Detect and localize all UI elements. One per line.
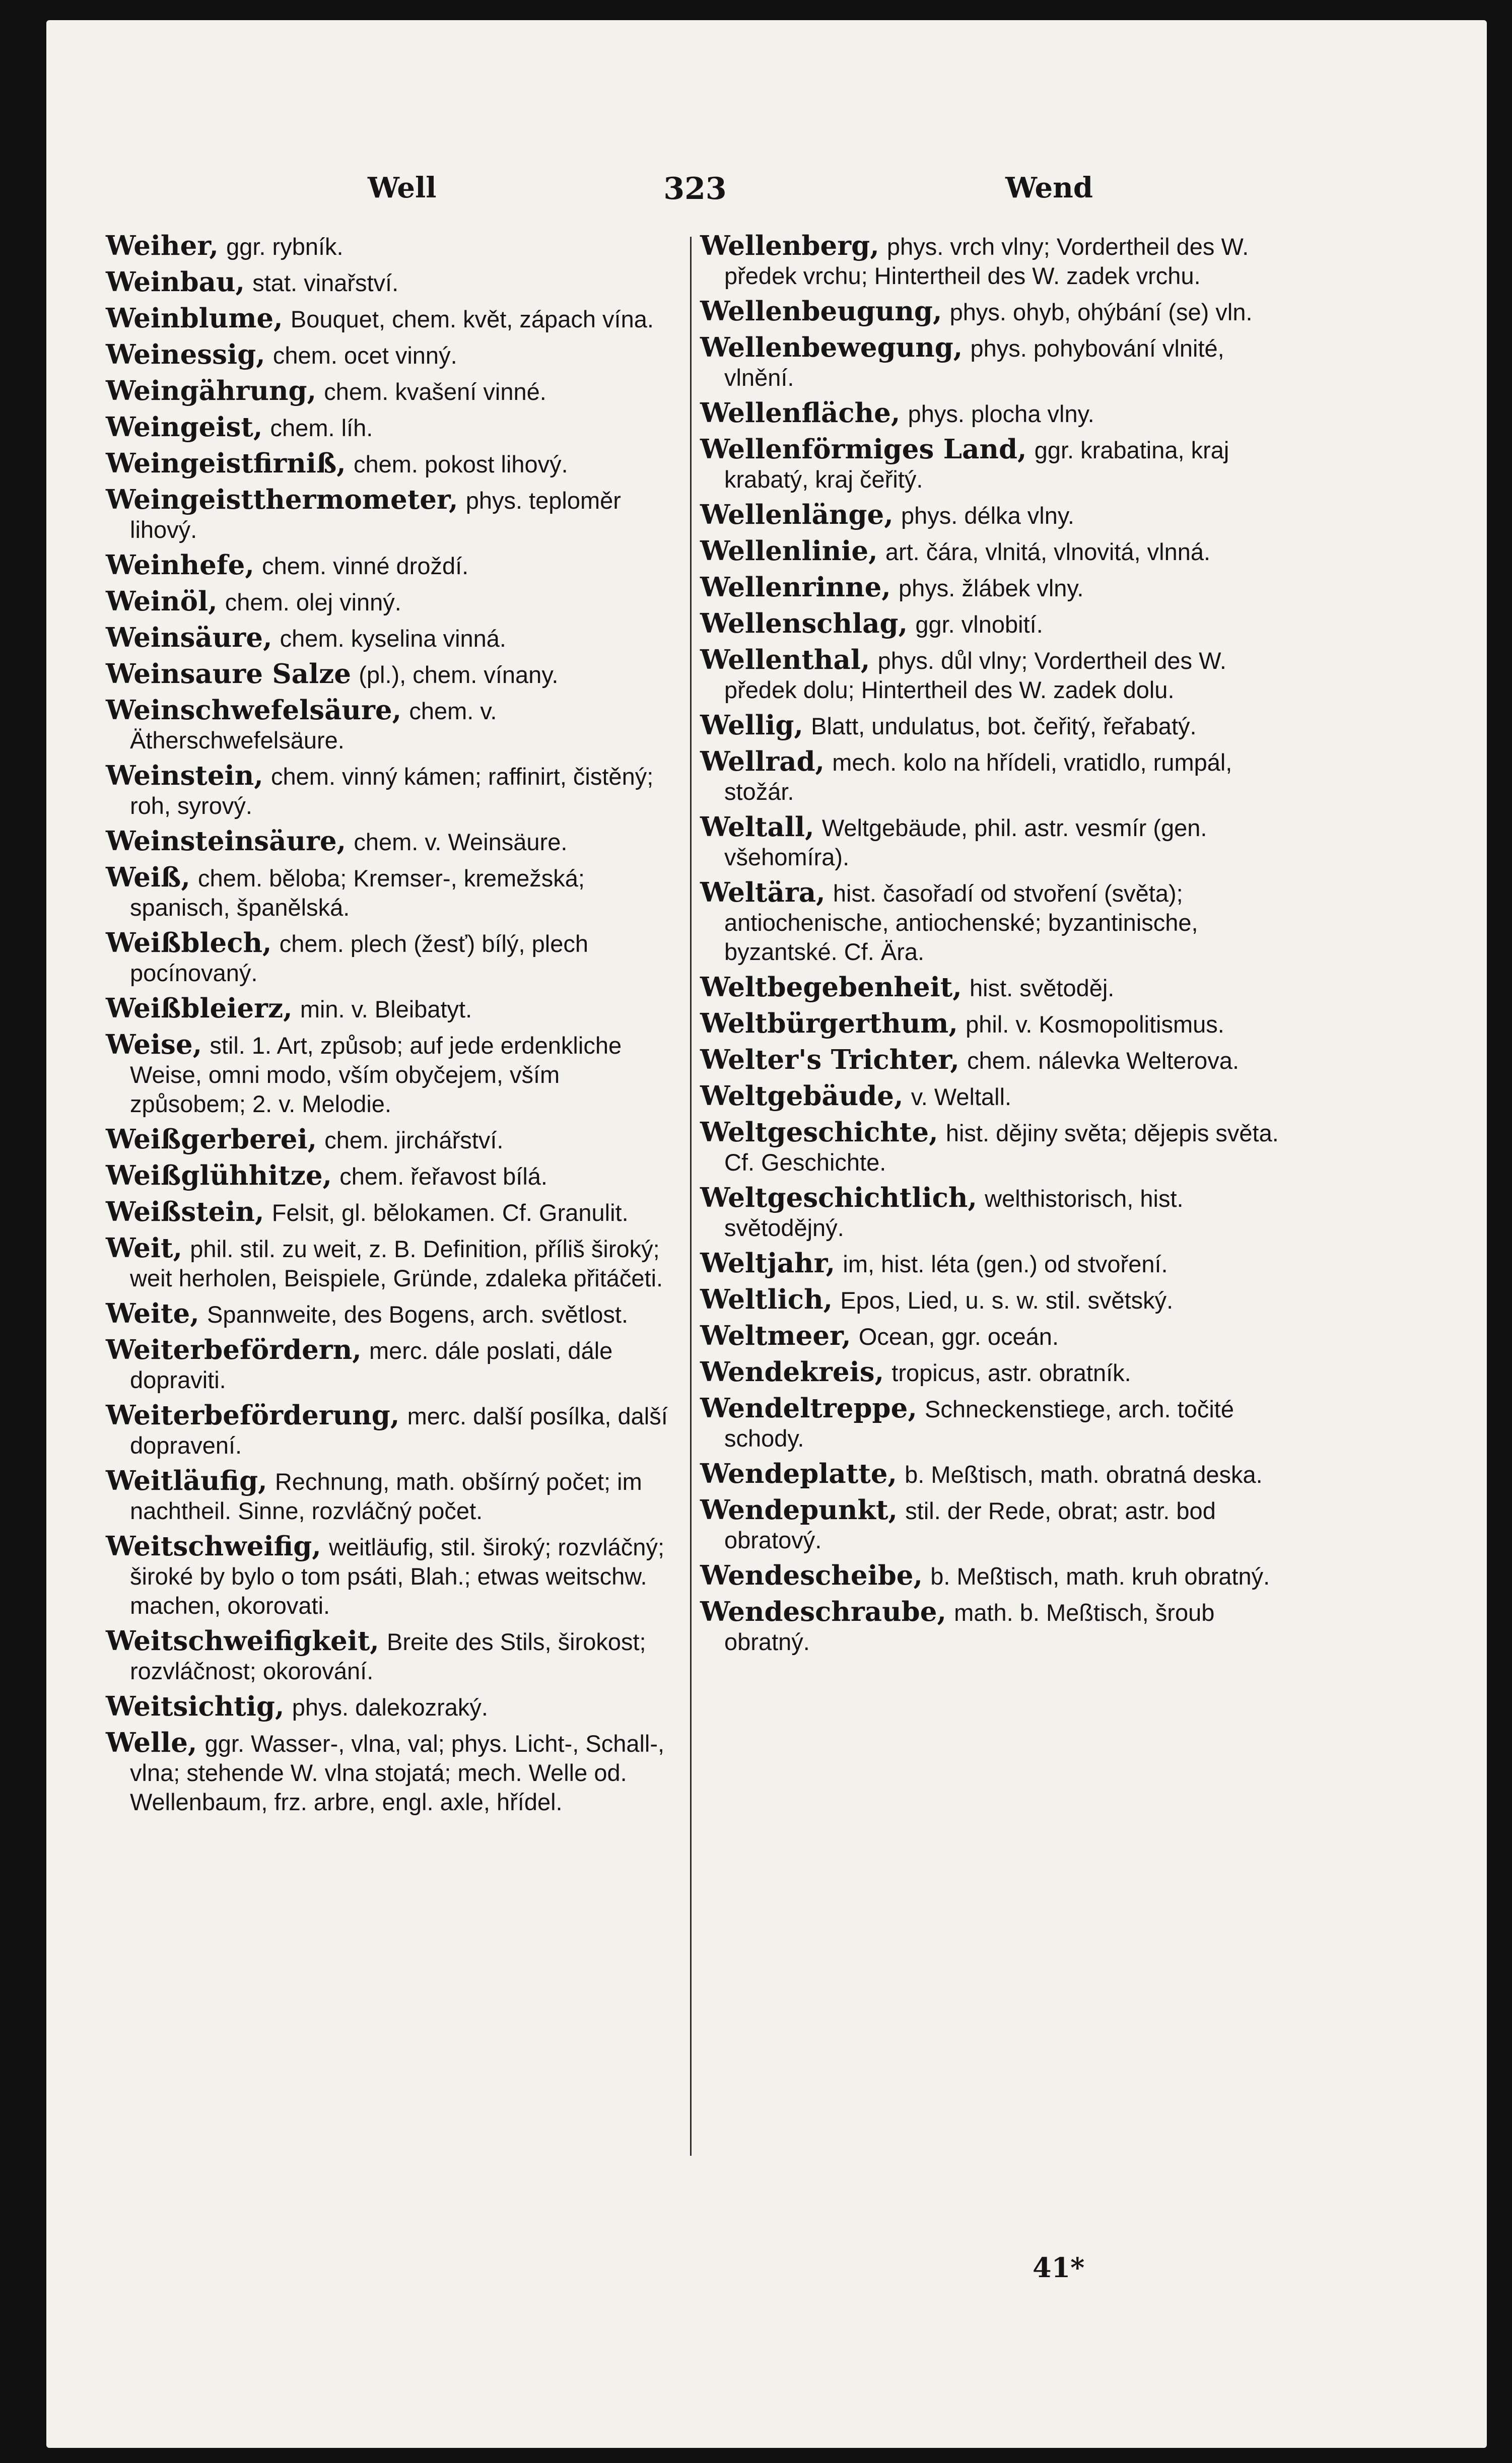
entry-headword: Weltbegebenheit, [700,972,962,1003]
entry-headword: Wendeltreppe, [700,1393,917,1424]
entry-definition: chem. pokost lihový. [353,451,568,477]
entry-headword: Wellenthal, [700,644,870,675]
dictionary-entry [700,1118,1299,1177]
dictionary-entry [700,232,1299,291]
entry-headword: Weingeistthermometer, [106,484,458,515]
entry-definition: chem. běloba; Kremser-, kremežská; spanisch, španělská. [130,865,585,921]
entry-definition: stat. vinařství. [252,269,399,296]
entry-definition: v. Weltall. [911,1083,1012,1110]
entry-definition: Spannweite, des Bogens, arch. světlost. [207,1301,629,1328]
dictionary-entry [106,551,680,581]
entry-definition: stil. 1. Art, způsob; auf jede erdenkliche Weise, omni modo, vším obyčejem, vším způsobem; 2. v. Melodie. [130,1032,622,1117]
dictionary-entry [106,340,680,370]
dictionary-entry [106,863,680,922]
entry-definition: Schneckenstiege, arch. točité schody. [724,1396,1234,1452]
dictionary-entry [700,1598,1299,1657]
entry-headword: Weltgebäude, [700,1080,904,1112]
dictionary-entry [700,1046,1299,1075]
dictionary-entry [106,1401,680,1460]
entry-headword: Weise, [106,1029,202,1060]
dictionary-entry [700,1496,1299,1555]
header-right-word: Wend [1005,171,1093,204]
dictionary-entry [700,711,1299,741]
entry-headword: Weingeist, [106,412,263,443]
dictionary-entry [700,1009,1299,1039]
dictionary-entry [106,1031,680,1119]
entry-headword: Wellenberg, [700,230,879,261]
dictionary-entry [700,1358,1299,1388]
dictionary-entry [700,646,1299,705]
entry-headword: Wellrad, [700,746,824,777]
dictionary-entry [106,1161,680,1191]
column-divider [690,237,692,2156]
entry-headword: Welter's Trichter, [700,1044,959,1075]
entry-definition: chem. kvašení vinné. [324,378,546,405]
dictionary-entry [700,333,1299,392]
entry-definition: b. Meßtisch, math. obratná deska. [905,1461,1263,1488]
header-left-word: Well [368,171,437,204]
entry-definition: stil. der Rede, obrat; astr. bod obratový. [724,1497,1216,1553]
entry-definition: Weltgebäude, phil. astr. vesmír (gen. všehomíra). [724,814,1207,870]
entry-definition: phys. důl vlny; Vordertheil des W. předek dolu; Hintertheil des W. zadek dolu. [724,647,1226,703]
entry-definition: phys. teploměr lihový. [130,487,621,543]
entry-definition: phys. dalekozraký. [292,1694,488,1721]
entry-headword: Wellenlinie, [700,535,878,567]
entry-definition: chem. v. Ätherschwefelsäure. [130,698,497,754]
entry-headword: Weltmeer, [700,1320,851,1351]
entry-definition: phys. vrch vlny; Vordertheil des W. předek vrchu; Hintertheil des W. zadek vrchu. [724,233,1249,289]
entry-definition: phys. pohybování vlnité, vlnění. [724,335,1224,391]
entry-definition: phys. ohyb, ohýbání (se) vln. [949,299,1253,325]
entry-headword: Wellenschlag, [700,608,908,639]
dictionary-entry [700,297,1299,327]
entry-definition: chem. kyselina vinná. [280,625,506,652]
dictionary-entry [700,1285,1299,1315]
dictionary-entry [106,762,680,820]
dictionary-entry [700,1249,1299,1279]
entry-definition: tropicus, astr. obratník. [891,1359,1131,1386]
entry-headword: Wellenbeugung, [700,296,942,327]
running-header [106,171,1284,212]
entry-headword: Weltgeschichte, [700,1117,938,1148]
entry-definition: chem. jirchářství. [324,1127,504,1153]
entry-headword: Weinblume, [106,303,283,334]
dictionary-entry [106,696,680,755]
dictionary-entry [106,1299,680,1329]
page-number: 323 [663,171,727,207]
dictionary-entry [106,1532,680,1620]
signature-mark: 41* [1033,2251,1085,2284]
entry-headword: Wendeplatte, [700,1458,897,1489]
entry-definition: welthistorisch, hist. světodějný. [724,1185,1184,1241]
entry-definition: hist. světoděj. [970,975,1115,1001]
entry-definition: chem. líh. [270,415,373,441]
entry-definition: chem. plech (žesť) bílý, plech pocínovaný. [130,930,588,986]
entry-definition: chem. řeřavost bílá. [339,1163,547,1190]
dictionary-entry [700,1394,1299,1453]
entry-headword: Weltgeschichtlich, [700,1182,977,1213]
dictionary-entry [700,501,1299,530]
entry-headword: Wellenbewegung, [700,332,963,363]
entry-definition: ggr. krabatina, kraj krabatý, kraj čeřitý. [724,437,1229,493]
dictionary-entry [106,1467,680,1526]
entry-definition: (pl.), chem. vínany. [359,661,559,688]
entry-definition: Bouquet, chem. květ, zápach vína. [290,306,654,332]
entry-definition: Blatt, undulatus, bot. čeřitý, řeřabatý. [811,713,1197,739]
entry-headword: Wellenförmiges Land, [700,434,1027,465]
dictionary-entry [106,1198,680,1227]
entry-headword: Weltära, [700,877,826,908]
entry-headword: Weinsteinsäure, [106,826,347,857]
entry-definition: phys. plocha vlny. [908,400,1094,427]
entry-headword: Weinessig, [106,339,265,370]
entry-headword: Weingährung, [106,375,317,406]
entry-headword: Weingeistfirniß, [106,448,346,479]
entry-definition: weitläufig, stil. široký; rozvláčný; široké by bylo o tom psáti, Blah.; etwas weitschw. machen, okorovati. [130,1534,665,1619]
entry-definition: ggr. rybník. [226,233,343,260]
dictionary-entry [700,573,1299,603]
entry-headword: Wendescheibe, [700,1560,923,1591]
entry-headword: Weitläufig, [106,1465,267,1496]
entry-headword: Weltlich, [700,1284,833,1315]
entry-definition: Rechnung, math. obšírný počet; im nachtheil. Sinne, rozvláčný počet. [130,1468,642,1524]
dictionary-entry [700,399,1299,429]
dictionary-entry [106,1336,680,1395]
entry-headword: Weinbau, [106,266,245,298]
entry-definition: ggr. vlnobití. [915,611,1043,638]
dictionary-entry [106,994,680,1024]
dictionary-entry [700,537,1299,567]
dictionary-entry [106,587,680,617]
entry-headword: Wellig, [700,710,803,741]
dictionary-entry [700,609,1299,639]
dictionary-entry [106,268,680,298]
entry-definition: chem. nálevka Welterova. [967,1047,1240,1074]
entry-definition: ggr. Wasser-, vlna, val; phys. Licht-, Schall-, vlna; stehende W. vlna stojatá; mech. Welle od. Wellenbaum, frz. arbre, engl. axle, hřídel. [130,1730,665,1815]
entry-headword: Weinsäure, [106,622,272,653]
entry-definition: Breite des Stils, širokost; rozvláčnost; okorování. [130,1628,646,1684]
dictionary-entry [700,1082,1299,1112]
entry-headword: Weißbleierz, [106,993,293,1024]
entry-headword: Wellenrinne, [700,572,891,603]
entry-headword: Wendekreis, [700,1356,884,1388]
entry-headword: Weltall, [700,811,814,843]
right-column [700,232,1299,1663]
entry-headword: Weiterbefördern, [106,1334,362,1365]
entry-definition: Ocean, ggr. oceán. [858,1323,1059,1350]
entry-headword: Weinsaure Salze [106,658,351,690]
dictionary-entry [106,449,680,479]
dictionary-entry [106,232,680,261]
dictionary-entry [106,1125,680,1155]
entry-definition: phil. stil. zu weit, z. B. Definition, příliš široký; weit herholen, Beispiele, Gründe, zdaleka přitáčeti. [130,1236,663,1291]
entry-definition: phil. v. Kosmopolitismus. [966,1011,1224,1038]
entry-headword: Weitschweifigkeit, [106,1625,379,1657]
dictionary-entry [106,486,680,544]
left-column [106,232,680,1823]
dictionary-entry [106,304,680,334]
dictionary-entry [700,813,1299,872]
dictionary-entry [700,878,1299,967]
dictionary-entry [700,1184,1299,1243]
entry-headword: Wellenlänge, [700,499,894,530]
dictionary-entry [106,1729,680,1817]
dictionary-entry [106,1234,680,1293]
dictionary-entry [700,1322,1299,1351]
entry-headword: Weinschwefelsäure, [106,695,402,726]
entry-definition: chem. ocet vinný. [272,342,457,369]
dictionary-entry [106,827,680,857]
dictionary-entry [700,747,1299,806]
entry-headword: Weinöl, [106,586,218,617]
dictionary-entry [106,1692,680,1722]
entry-headword: Weiterbeförderung, [106,1400,400,1431]
dictionary-entry [700,973,1299,1003]
entry-definition: art. čára, vlnitá, vlnovitá, vlnná. [885,538,1211,565]
dictionary-entry [106,413,680,443]
dictionary-entry [700,435,1299,494]
dictionary-entry [700,1561,1299,1591]
entry-headword: Weltjahr, [700,1248,836,1279]
entry-definition: chem. vinný kámen; raffinirt, čistěný; roh, syrový. [130,763,654,819]
entry-headword: Weiß, [106,862,190,893]
entry-headword: Weitsichtig, [106,1691,285,1722]
entry-headword: Weißglühhitze, [106,1160,332,1191]
entry-headword: Weißstein, [106,1196,264,1227]
entry-headword: Weit, [106,1233,182,1264]
entry-headword: Weißgerberei, [106,1124,317,1155]
entry-definition: min. v. Bleibatyt. [300,996,472,1022]
dictionary-entry [106,1627,680,1686]
entry-headword: Wendeschraube, [700,1596,946,1627]
entry-headword: Weiher, [106,230,219,261]
entry-definition: hist. dějiny světa; dějepis světa. Cf. Geschichte. [724,1120,1279,1176]
entry-definition: phys. žlábek vlny. [899,575,1084,601]
dictionary-entry [106,377,680,406]
entry-headword: Wellenfläche, [700,397,901,429]
entry-headword: Weißblech, [106,927,272,959]
entry-definition: Felsit, gl. bělokamen. Cf. Granulit. [271,1199,629,1226]
entry-definition: chem. olej vinný. [225,589,401,615]
entry-definition: mech. kolo na hřídeli, vratidlo, rumpál, stožár. [724,749,1232,805]
dictionary-entry [106,929,680,988]
entry-headword: Weinhefe, [106,550,254,581]
entry-definition: chem. vinné droždí. [262,553,469,579]
entry-definition: math. b. Meßtisch, šroub obratný. [724,1599,1215,1655]
entry-definition: merc. dále poslati, dále dopraviti. [130,1337,613,1393]
entry-definition: merc. další posílka, další dopravení. [130,1403,668,1459]
entry-definition: im, hist. léta (gen.) od stvoření. [843,1251,1168,1277]
entry-definition: b. Meßtisch, math. kruh obratný. [930,1563,1270,1590]
entry-definition: chem. v. Weinsäure. [354,829,568,855]
entry-definition: phys. délka vlny. [901,502,1074,529]
entry-headword: Weinstein, [106,760,263,791]
entry-definition: hist. časořadí od stvoření (světa); antiochenische, antiochenské; byzantinische, byzantské. Cf. Ära. [724,880,1198,965]
entry-headword: Weltbürgerthum, [700,1008,958,1039]
entry-headword: Weitschweifig, [106,1531,321,1562]
dictionary-entry [700,1460,1299,1489]
dictionary-entry [106,624,680,653]
entry-headword: Welle, [106,1727,197,1758]
entry-headword: Wendepunkt, [700,1494,898,1526]
entry-definition: Epos, Lied, u. s. w. stil. světský. [840,1287,1174,1314]
dictionary-entry [106,660,680,690]
entry-headword: Weite, [106,1298,199,1329]
